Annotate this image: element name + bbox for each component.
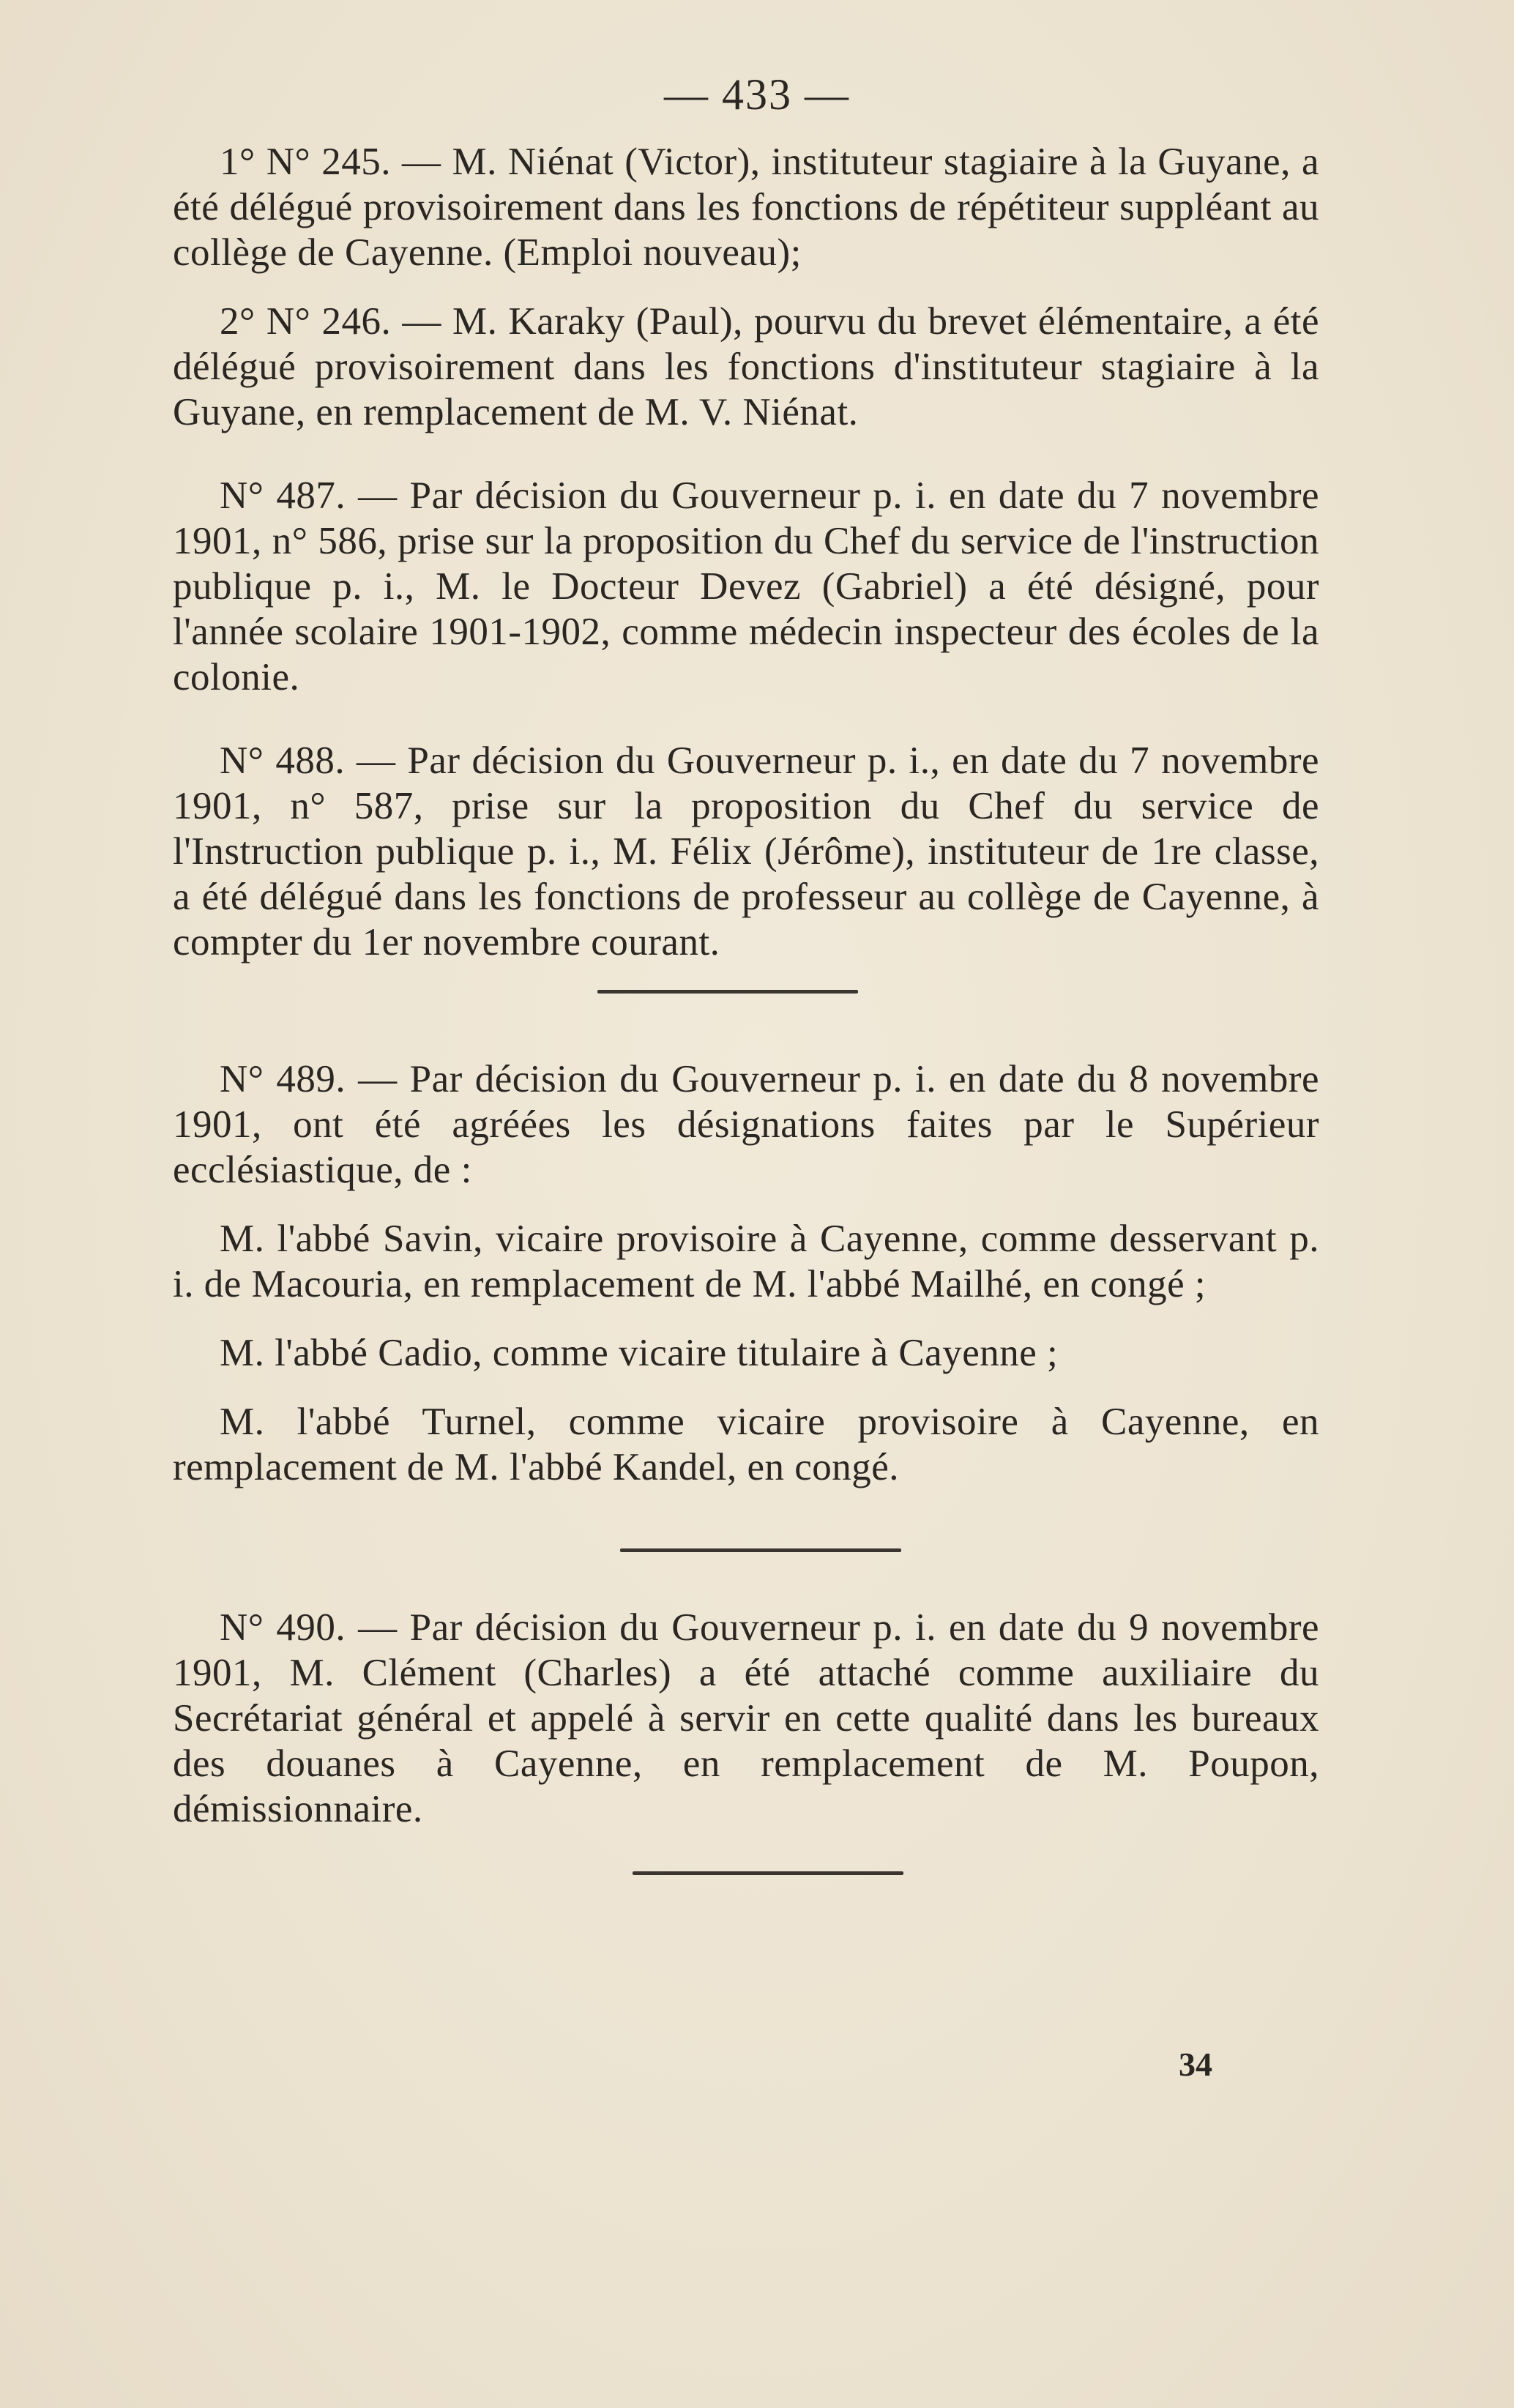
paragraph-246: 2° N° 246. — M. Karaky (Paul), pourvu du brevet élémentaire, a été délégué provisoirement dans les fonctions d'instituteur stagiaire à la Guyane, en remplacement de M. V. Niénat. [173, 300, 1319, 433]
signature-mark: 34 [1179, 2046, 1212, 2083]
section-divider [597, 990, 858, 994]
paragraph-489: N° 489. — Par décision du Gouverneur p. i. en date du 8 novembre 1901, ont été agréées les désignations faites par le Supérieur ecclésiastique, de : [173, 1058, 1319, 1191]
paragraph-490: N° 490. — Par décision du Gouverneur p. i. en date du 9 novembre 1901, M. Clément (Charles) a été attaché comme auxiliaire du Secrétariat général et appelé à servir en cette qualité dans les bureaux des douanes à Cayenne, en remplacement de M. Poupon, démissionnaire. [173, 1606, 1319, 1830]
paragraph-489-turnel: M. l'abbé Turnel, comme vicaire provisoire à Cayenne, en remplacement de M. l'abbé Kandel, en congé. [173, 1401, 1319, 1488]
section-divider [620, 1548, 901, 1552]
paragraph-489-savin: M. l'abbé Savin, vicaire provisoire à Cayenne, comme desservant p. i. de Macouria, en remplacement de M. l'abbé Mailhé, en congé ; [173, 1218, 1319, 1305]
page-number: — 433 — [664, 70, 850, 119]
paragraph-245: 1° N° 245. — M. Niénat (Victor), instituteur stagiaire à la Guyane, a été délégué provisoirement dans les fonctions de répétiteur suppléant au collège de Cayenne. (Emploi nouveau); [173, 141, 1319, 274]
section-divider [633, 1871, 903, 1875]
paragraph-489-cadio: M. l'abbé Cadio, comme vicaire titulaire à Cayenne ; [220, 1332, 1059, 1374]
paragraph-488: N° 488. — Par décision du Gouverneur p. i., en date du 7 novembre 1901, n° 587, prise sur la proposition du Chef du service de l'Instruction publique p. i., M. Félix (Jérôme), instituteur de 1re classe, a été délégué dans les fonctions de professeur au collège de Cayenne, à compter du 1er novembre courant. [173, 739, 1319, 963]
paragraph-487: N° 487. — Par décision du Gouverneur p. i. en date du 7 novembre 1901, n° 586, prise sur la proposition du Chef du service de l'instruction publique p. i., M. le Docteur Devez (Gabriel) a été désigné, pour l'année scolaire 1901-1902, comme médecin inspecteur des écoles de la colonie. [173, 474, 1319, 698]
document-body [173, 139, 1319, 1875]
